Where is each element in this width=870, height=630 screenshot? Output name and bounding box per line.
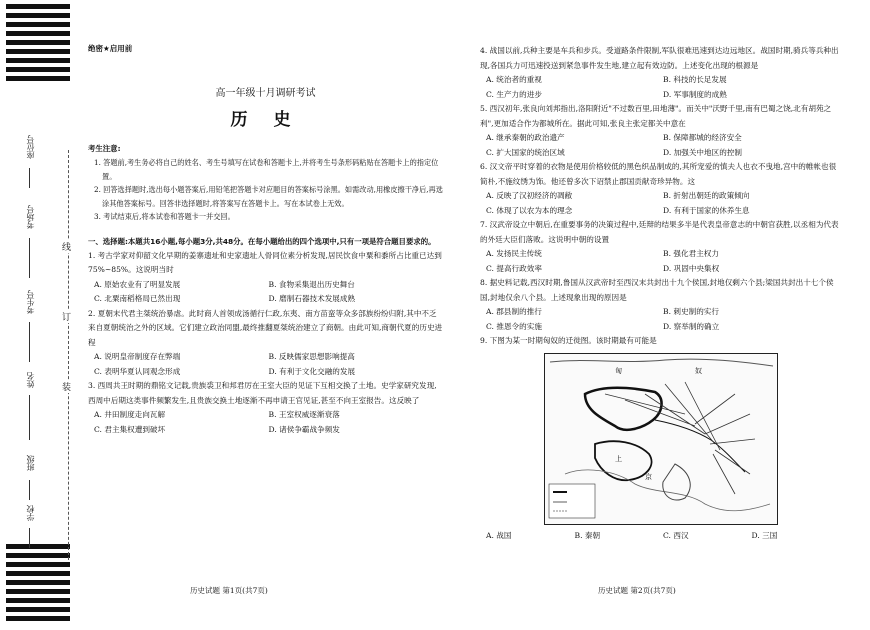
option-a: A. 战国 <box>486 530 512 540</box>
candidate-number-line <box>29 322 30 362</box>
binding-stripe <box>6 67 70 72</box>
binding-mark-line: 线 <box>62 240 71 253</box>
option-b: B. 秦朝 <box>574 530 601 540</box>
binding-stripe <box>6 589 70 594</box>
option-a: A. 原始农业有了明显发展 <box>94 279 181 289</box>
option-b: B. 科技的长足发展 <box>663 75 727 84</box>
seat-number-label: 座位号 <box>26 135 35 159</box>
exam-room-label: 考场号 <box>26 205 35 229</box>
binding-stripe <box>6 31 70 36</box>
exam-room-line <box>29 238 30 278</box>
option-d: D. 军事制度的成熟 <box>663 89 727 99</box>
option-c: C. 推恩令的实施 <box>486 321 542 331</box>
binding-stripe <box>6 616 70 621</box>
option-d: D. 加强关中地区的控制 <box>663 147 742 157</box>
option-b: B. 折射出朝廷的政策倾向 <box>663 191 750 200</box>
question-stem: 7. 汉武帝设立中朝后,在重要事务的决策过程中,廷辩的结果多半是代表皇帝意志的中朝官获胜,以丞相为代表的外廷大臣们落败。这说明中朝的设置 <box>480 220 839 244</box>
question-stem: 9. 下图为某一时期匈奴的迁徙图。该时期最有可能是 <box>480 336 657 345</box>
cut-line <box>68 150 69 560</box>
subject-title: 历 史 <box>230 110 301 130</box>
confidential-mark: 绝密★启用前 <box>88 44 133 53</box>
school-label: 学校 <box>26 505 35 521</box>
option-c: C. 扩大国家的统治区域 <box>486 147 565 157</box>
option-d: D. 有利于国家的休养生息 <box>663 205 750 215</box>
map-label: 上 <box>615 454 622 463</box>
binding-stripes <box>6 4 70 626</box>
question-3 <box>88 379 443 437</box>
option-d: D. 察举制的确立 <box>663 321 720 331</box>
candidate-number-label: 考生号 <box>26 290 35 314</box>
binding-stripe <box>6 580 70 585</box>
option-b: B. 刺史制的实行 <box>663 307 719 316</box>
question-stem: 6. 汉文帝平时穿着的衣物是使用价格较低的黑色织品制成的,其所宠爱的慎夫人也衣不曳地,宫中的帷帐也很简朴,不施纹绣为饰。他还曾多次下诏禁止郡国贡献奇珍异物。这 <box>480 162 837 186</box>
notes-heading: 考生注意: <box>88 143 121 153</box>
question-7 <box>480 218 840 276</box>
question-4 <box>480 44 840 102</box>
question-stem: 8. 据史料记载,西汉时期,鲁国从汉武帝时至西汉末共封出十九个侯国,封地仅剩六个县;梁国共封出十七个侯国,封地仅余八个县。上述现象出现的原因是 <box>480 278 834 302</box>
option-a: A. 井田制度走向瓦解 <box>94 410 166 419</box>
binding-stripe <box>6 607 70 612</box>
option-b: B. 王室权威逐渐衰落 <box>268 410 340 419</box>
question-8 <box>480 276 840 334</box>
option-d: D. 有利于文化交融的发展 <box>268 366 356 376</box>
page-1-column <box>88 42 443 437</box>
question-1 <box>88 249 443 307</box>
binding-stripe <box>6 58 70 63</box>
binding-mark-staple: 订 <box>62 310 71 323</box>
binding-stripe <box>6 598 70 603</box>
binding-stripe <box>6 40 70 45</box>
school-line <box>29 528 30 548</box>
question-stem: 4. 战国以前,兵种主要是车兵和步兵。受道路条件限制,军队很难迅速到达边远地区。战国时期,骑兵等兵种出现,各国兵力可迅速投送到紧急事件发生地,建立起有效边防。上述变化出现的根源是 <box>480 46 839 70</box>
question-9 <box>480 334 840 543</box>
option-b: B. 强化君主权力 <box>663 249 719 258</box>
map-label: 奴 <box>695 366 702 375</box>
option-c: C. 体现了以农为本的理念 <box>486 205 573 215</box>
option-b: B. 反映儒家思想影响提高 <box>268 352 355 361</box>
name-line <box>29 395 30 440</box>
option-c: C. 北粟南稻格局已然出现 <box>94 294 181 303</box>
page-1-footer: 历史试题 第1页(共7页) <box>190 586 268 595</box>
option-a: A. 统治者的重视 <box>486 75 542 84</box>
option-a: A. 反映了汉初经济的凋敝 <box>486 191 573 200</box>
section-heading: 一、选择题:本题共16小题,每小题3分,共48分。在每小题给出的四个选项中,只有一项是符合题目要求的。 <box>88 236 436 246</box>
map-label: 京 <box>645 472 652 481</box>
binding-stripe <box>6 76 70 81</box>
question-stem: 1. 考古学家对仰韶文化早期的姜寨遗址和史家遗址人骨同位素分析发现,居民饮食中粟和黍所占比重已达到75%~85%。这说明当时 <box>88 250 442 274</box>
option-d: D. 巩固中央集权 <box>663 263 720 273</box>
option-c: C. 生产力的进步 <box>486 89 542 99</box>
question-stem: 2. 夏朝末代君主桀统治暴虐。此时商人首领成汤循行仁政,东夷、南方苗蛮等众多部族纷纷归附,其中不乏来自夏朝统治之外的区域。它们建立政治同盟,最终推翻夏桀统治建立了商朝。由此可知,商朝代夏的历史进程 <box>88 308 443 347</box>
note-item: 2. 回答选择题时,选出每小题答案后,用铅笔把答题卡对应题目的答案标号涂黑。如需改动,用橡皮擦干净后,再选涂其他答案标号。回答非选择题时,将答案写在答题卡上。写在本试卷上无效。 <box>94 185 443 208</box>
option-a: A. 继承秦朝的政治遗产 <box>486 133 565 142</box>
option-c: C. 君主集权遭到破坏 <box>94 424 166 434</box>
binding-stripe <box>6 13 70 18</box>
name-label: 姓名 <box>26 372 35 388</box>
option-d: D. 磨制石器技术发展成熟 <box>268 294 356 303</box>
note-item: 1. 答题前,考生务必将自己的姓名、考生号填写在试卷和答题卡上,并将考生号条形码粘贴在答题卡上的指定位置。 <box>94 158 439 181</box>
binding-stripe <box>6 553 70 558</box>
option-c: C. 提高行政效率 <box>486 263 542 273</box>
binding-stripe <box>6 49 70 54</box>
option-d: D. 诸侯争霸战争频发 <box>268 424 340 434</box>
exam-title: 高一年级十月调研考试 <box>215 87 316 99</box>
page-2-column <box>480 44 840 543</box>
question-6 <box>480 160 840 218</box>
note-item: 3. 考试结束后,将本试卷和答题卡一并交回。 <box>94 212 235 221</box>
option-c: C. 表明华夏认同观念形成 <box>94 366 181 376</box>
option-d: D. 三国 <box>751 530 778 540</box>
class-line <box>29 480 30 500</box>
seat-number-line <box>29 168 30 188</box>
option-b: B. 食物采集退出历史舞台 <box>268 279 355 289</box>
option-a: A. 郡县制的推行 <box>486 307 542 316</box>
map-label: 匈 <box>615 366 622 375</box>
binding-stripe <box>6 22 70 27</box>
binding-stripe <box>6 562 70 567</box>
binding-stripe <box>6 4 70 9</box>
xiongnu-migration-map <box>544 353 778 525</box>
question-5 <box>480 102 840 160</box>
option-c: C. 西汉 <box>663 530 689 540</box>
question-2 <box>88 307 443 380</box>
option-a: A. 说明皇帝制度存在弊端 <box>94 352 181 361</box>
class-label: 班级 <box>26 455 35 471</box>
option-a: A. 发扬民主传统 <box>486 249 542 258</box>
question-stem: 5. 西汉初年,张良向刘邦指出,洛阳附近"不过数百里,田地薄"。而关中"沃野千里,南有巴蜀之饶,北有胡苑之利",更加适合作为都城所在。据此可知,张良主张定都关中意在 <box>480 104 832 128</box>
page-2-footer: 历史试题 第2页(共7页) <box>598 586 676 595</box>
option-b: B. 保障都城的经济安全 <box>663 133 742 142</box>
binding-mark-bind: 装 <box>62 380 71 393</box>
binding-stripe <box>6 571 70 576</box>
question-stem: 3. 西周共王时期的鼎铭文记载,贵族裘卫和邦君厉在王室大臣的见证下互相交换了土地。史学家研究发现,西周中后期这类事件频繁发生,且贵族交换土地逐渐不再申请王官见证,甚至不向王室报告。这反映了 <box>88 381 437 405</box>
binding-stripe <box>6 544 70 549</box>
